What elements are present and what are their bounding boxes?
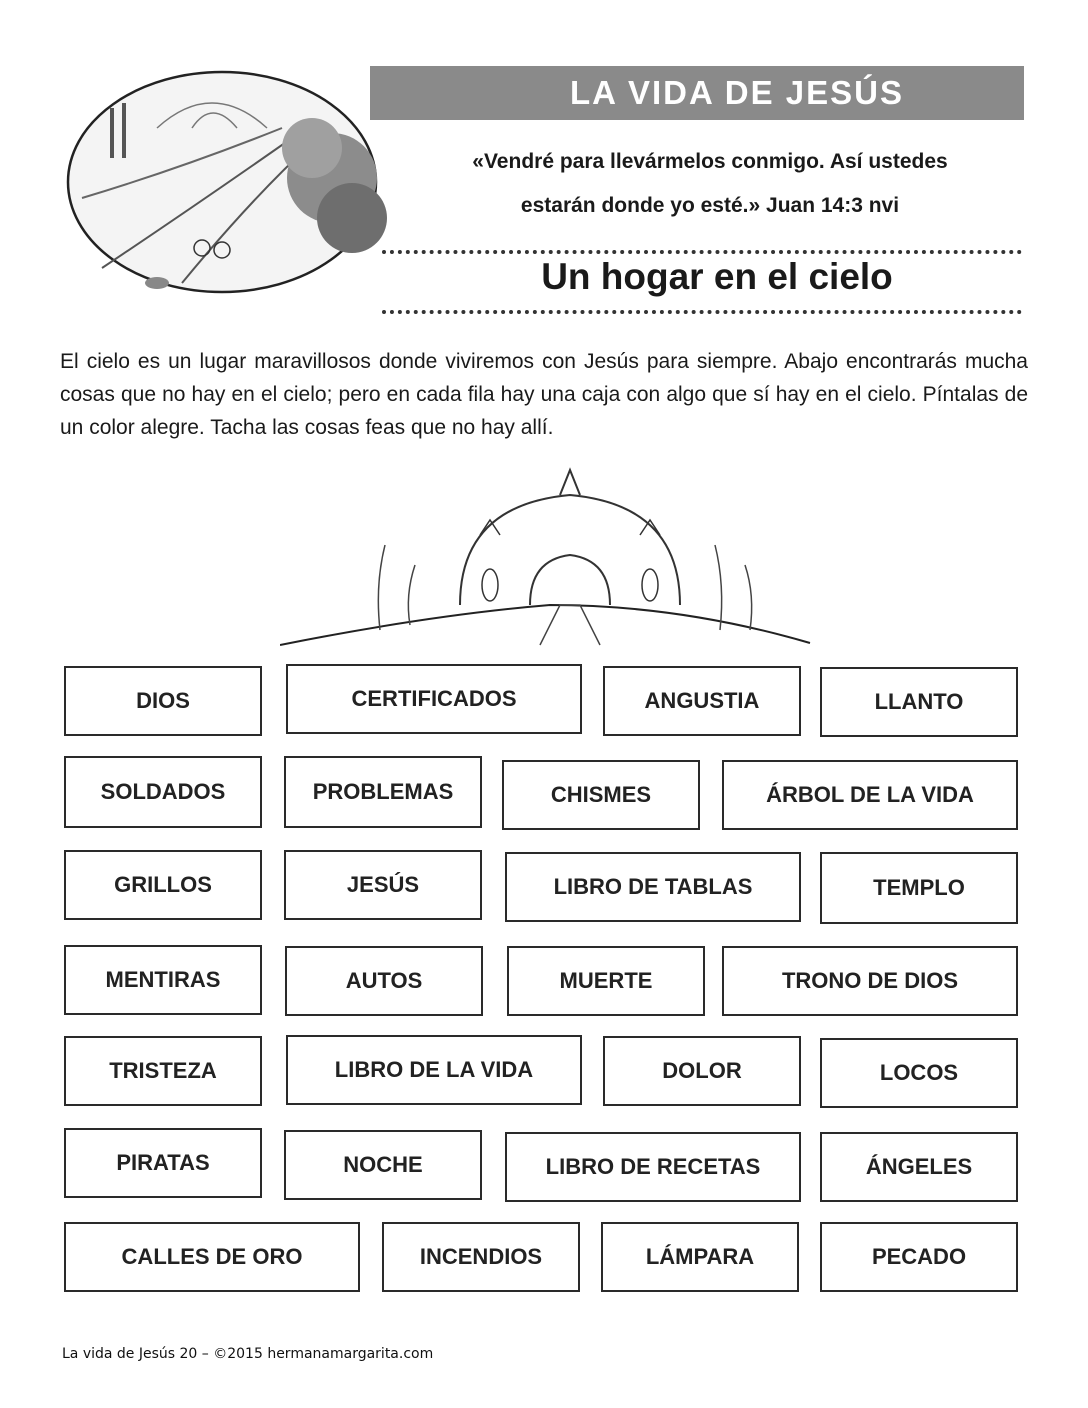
word-box[interactable]: TRONO DE DIOS — [722, 946, 1018, 1016]
word-box[interactable]: TEMPLO — [820, 852, 1018, 924]
word-box[interactable]: LOCOS — [820, 1038, 1018, 1108]
word-box[interactable]: MUERTE — [507, 946, 705, 1016]
word-box[interactable]: GRILLOS — [64, 850, 262, 920]
word-box[interactable]: CERTIFICADOS — [286, 664, 582, 734]
word-box[interactable]: PIRATAS — [64, 1128, 262, 1198]
bible-quote — [400, 140, 1020, 228]
heaven-city-illustration — [280, 465, 820, 650]
instructions-paragraph: El cielo es un lugar maravillosos donde viviremos con Jesús para siempre. Abajo encontrarás mucha cosas que no hay en el cielo; pero en cada fila hay una caja con algo que sí hay en el cielo. Píntalas de un color alegre. Tacha las cosas feas que no hay allí. — [60, 350, 1028, 439]
page-title: LA VIDA DE JESÚS — [570, 74, 904, 111]
word-box[interactable]: LÁMPARA — [601, 1222, 799, 1292]
word-box[interactable]: AUTOS — [285, 946, 483, 1016]
word-box[interactable]: PROBLEMAS — [284, 756, 482, 828]
word-box[interactable]: ÁNGELES — [820, 1132, 1018, 1202]
heaven-road-illustration — [62, 68, 392, 296]
word-box[interactable]: LIBRO DE RECETAS — [505, 1132, 801, 1202]
word-box[interactable]: INCENDIOS — [382, 1222, 580, 1292]
word-box[interactable]: LLANTO — [820, 667, 1018, 737]
word-box[interactable]: ÁRBOL DE LA VIDA — [722, 760, 1018, 830]
word-box[interactable]: PECADO — [820, 1222, 1018, 1292]
bible-quote-line-1: «Vendré para llevármelos conmigo. Así ustedes — [472, 150, 948, 173]
word-box[interactable]: LIBRO DE LA VIDA — [286, 1035, 582, 1105]
section-subtitle: Un hogar en el cielo — [541, 256, 893, 297]
word-box[interactable]: LIBRO DE TABLAS — [505, 852, 801, 922]
word-box[interactable]: TRISTEZA — [64, 1036, 262, 1106]
divider-bottom — [382, 310, 1022, 314]
page-footer: La vida de Jesús 20 – ©2015 hermanamargarita.com — [62, 1346, 434, 1362]
word-box[interactable]: ANGUSTIA — [603, 666, 801, 736]
word-box[interactable]: SOLDADOS — [64, 756, 262, 828]
word-box[interactable]: DOLOR — [603, 1036, 801, 1106]
word-box[interactable]: NOCHE — [284, 1130, 482, 1200]
word-box[interactable]: DIOS — [64, 666, 262, 736]
word-box[interactable]: MENTIRAS — [64, 945, 262, 1015]
bible-quote-line-2: estarán donde yo esté.» Juan 14:3 nvi — [520, 194, 900, 217]
divider-top — [382, 250, 1022, 254]
word-box[interactable]: CALLES DE ORO — [64, 1222, 360, 1292]
word-box[interactable]: JESÚS — [284, 850, 482, 920]
word-box[interactable]: CHISMES — [502, 760, 700, 830]
